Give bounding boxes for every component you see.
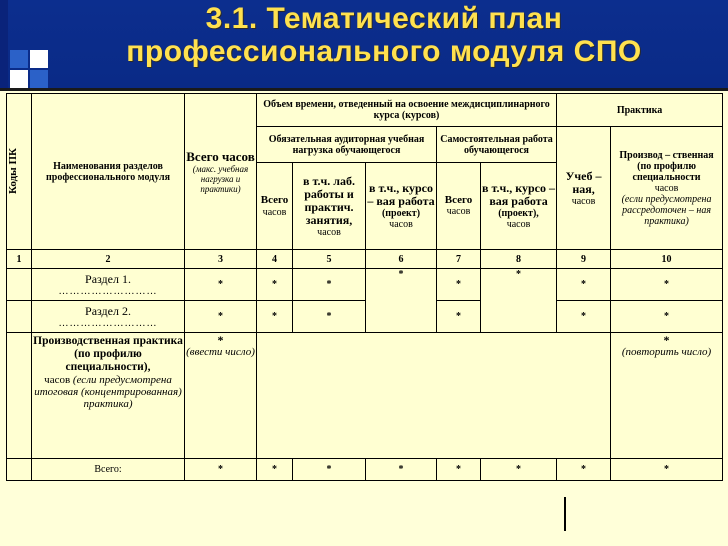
header-practice: Практика <box>557 94 723 127</box>
table-row-section-1 <box>7 269 723 301</box>
header-production-label: Производ – ственная (по профилю специальности <box>619 149 714 183</box>
header-s-total <box>437 163 481 250</box>
section-2-label: Раздел 2. <box>85 303 131 318</box>
header-s-course <box>481 163 557 250</box>
header-m-course <box>366 163 437 250</box>
col-number: 10 <box>611 250 723 269</box>
decor-square <box>30 50 48 68</box>
decor-square <box>30 70 48 88</box>
cell-star: * <box>557 269 611 301</box>
decor-square <box>10 50 28 68</box>
cell-star: * <box>481 459 557 481</box>
header-m-labs-label: в т.ч. лаб. работы и практич. занятия, <box>303 173 355 227</box>
col-number: 5 <box>293 250 366 269</box>
header-s-total-hours: часов <box>446 206 471 217</box>
header-total-hours-label: Всего часов <box>186 148 255 164</box>
cell-star: * <box>437 301 481 333</box>
header-m-course-label: в т.ч., курсо – вая работа <box>367 181 435 208</box>
col-number: 4 <box>257 250 293 269</box>
table-row-section-2 <box>7 301 723 333</box>
header-codes-pk-text: Коды ПК <box>7 148 19 195</box>
cell-star: * <box>611 301 723 333</box>
header-m-labs <box>293 163 366 250</box>
header-m-course-hours: часов <box>389 219 413 230</box>
thematic-plan-table <box>6 93 723 481</box>
title-bar <box>0 0 728 90</box>
title-bar-stripe <box>0 0 8 90</box>
section-1-dots: ……………………… <box>58 285 158 297</box>
section-1-label: Раздел 1. <box>85 271 131 286</box>
cell-star: * <box>293 459 366 481</box>
header-m-course-project: (проект) <box>381 208 421 219</box>
header-total-hours <box>185 94 257 250</box>
total-label: Всего: <box>32 459 185 481</box>
cell-section-1-name <box>32 269 185 301</box>
header-m-labs-hours: часов <box>317 226 341 238</box>
header-total-hours-note: (макс. учебная нагрузка и практики) <box>192 163 249 194</box>
header-educational-practice <box>557 127 611 250</box>
slide-title-line1: 3.1. Тематический план <box>205 2 563 35</box>
cell-star: * <box>437 459 481 481</box>
column-numbers-row <box>7 250 723 269</box>
cell-code <box>7 301 32 333</box>
cell-code <box>7 333 32 459</box>
cell-practice-name <box>32 333 185 459</box>
cell-star: * <box>185 459 257 481</box>
cell-star: * <box>437 269 481 301</box>
decor-square <box>10 70 28 88</box>
cell-star: * <box>257 301 293 333</box>
col-number: 8 <box>481 250 557 269</box>
table-row-total <box>7 459 723 481</box>
header-independent-work: Самостоятельная работа обучающегося <box>437 127 557 163</box>
header-s-course-label: в т.ч., курсо – вая работа <box>482 181 555 208</box>
practice-label: Производственная практика (по профилю специальности), <box>33 335 183 373</box>
cell-star: * <box>611 459 723 481</box>
cell-star: * <box>257 459 293 481</box>
header-s-course-project: (проект), <box>498 208 539 219</box>
cell-star: * <box>293 269 366 301</box>
header-m-total-hours: часов <box>262 207 287 218</box>
practice-production-note: (повторить число) <box>621 346 712 358</box>
section-2-dots: ……………………… <box>58 317 158 329</box>
header-mandatory-load: Обязательная аудиторная учебная нагрузка обучающегося <box>257 127 437 163</box>
cell-star: * <box>185 269 257 301</box>
col-number: 3 <box>185 250 257 269</box>
cell-code <box>7 459 32 481</box>
slide-title <box>60 2 708 68</box>
table-row-production-practice <box>7 333 723 459</box>
practice-total-star: * <box>217 333 224 347</box>
practice-total-note: (ввести число) <box>186 346 255 358</box>
col-number: 9 <box>557 250 611 269</box>
header-educational-hours: часов <box>571 195 596 207</box>
col-number: 1 <box>7 250 32 269</box>
col-number: 2 <box>32 250 185 269</box>
cell-code <box>7 269 32 301</box>
header-m-total <box>257 163 293 250</box>
cell-practice-production <box>611 333 723 459</box>
col-number: 6 <box>366 250 437 269</box>
text-cursor-marker <box>564 497 566 531</box>
header-production-hours: часов <box>654 182 679 194</box>
header-production-note: (если предусмотрена рассредоточен – ная практика) <box>621 193 712 227</box>
cell-star: * <box>481 269 557 333</box>
header-educational-label: Учеб – ная, <box>565 168 602 196</box>
cell-star: * <box>366 269 437 333</box>
header-time-volume: Объем времени, отведенный на освоение междисциплинарного курса (курсов) <box>257 94 557 127</box>
cell-star: * <box>366 459 437 481</box>
slide-title-line2: профессионального модуля СПО <box>126 35 642 68</box>
header-m-total-label: Всего <box>260 194 289 206</box>
header-production-practice <box>611 127 723 250</box>
cell-star: * <box>293 301 366 333</box>
header-s-course-hours: часов <box>506 219 531 230</box>
practice-production-star: * <box>663 333 670 347</box>
practice-note <box>33 374 183 410</box>
cell-section-2-name <box>32 301 185 333</box>
practice-hours: часов <box>44 374 71 386</box>
header-s-total-label: Всего <box>444 194 473 206</box>
cell-star: * <box>611 269 723 301</box>
cell-star: * <box>185 301 257 333</box>
cell-practice-total <box>185 333 257 459</box>
practice-note-text: (если предусмотрена итоговая (концентрированная) практика) <box>34 374 182 410</box>
cell-star: * <box>557 459 611 481</box>
col-number: 7 <box>437 250 481 269</box>
cell-star: * <box>557 301 611 333</box>
cell-star: * <box>257 269 293 301</box>
header-codes-pk <box>7 94 32 250</box>
header-names: Наименования разделов профессионального модуля <box>32 94 185 250</box>
cell-empty-span <box>257 333 611 459</box>
